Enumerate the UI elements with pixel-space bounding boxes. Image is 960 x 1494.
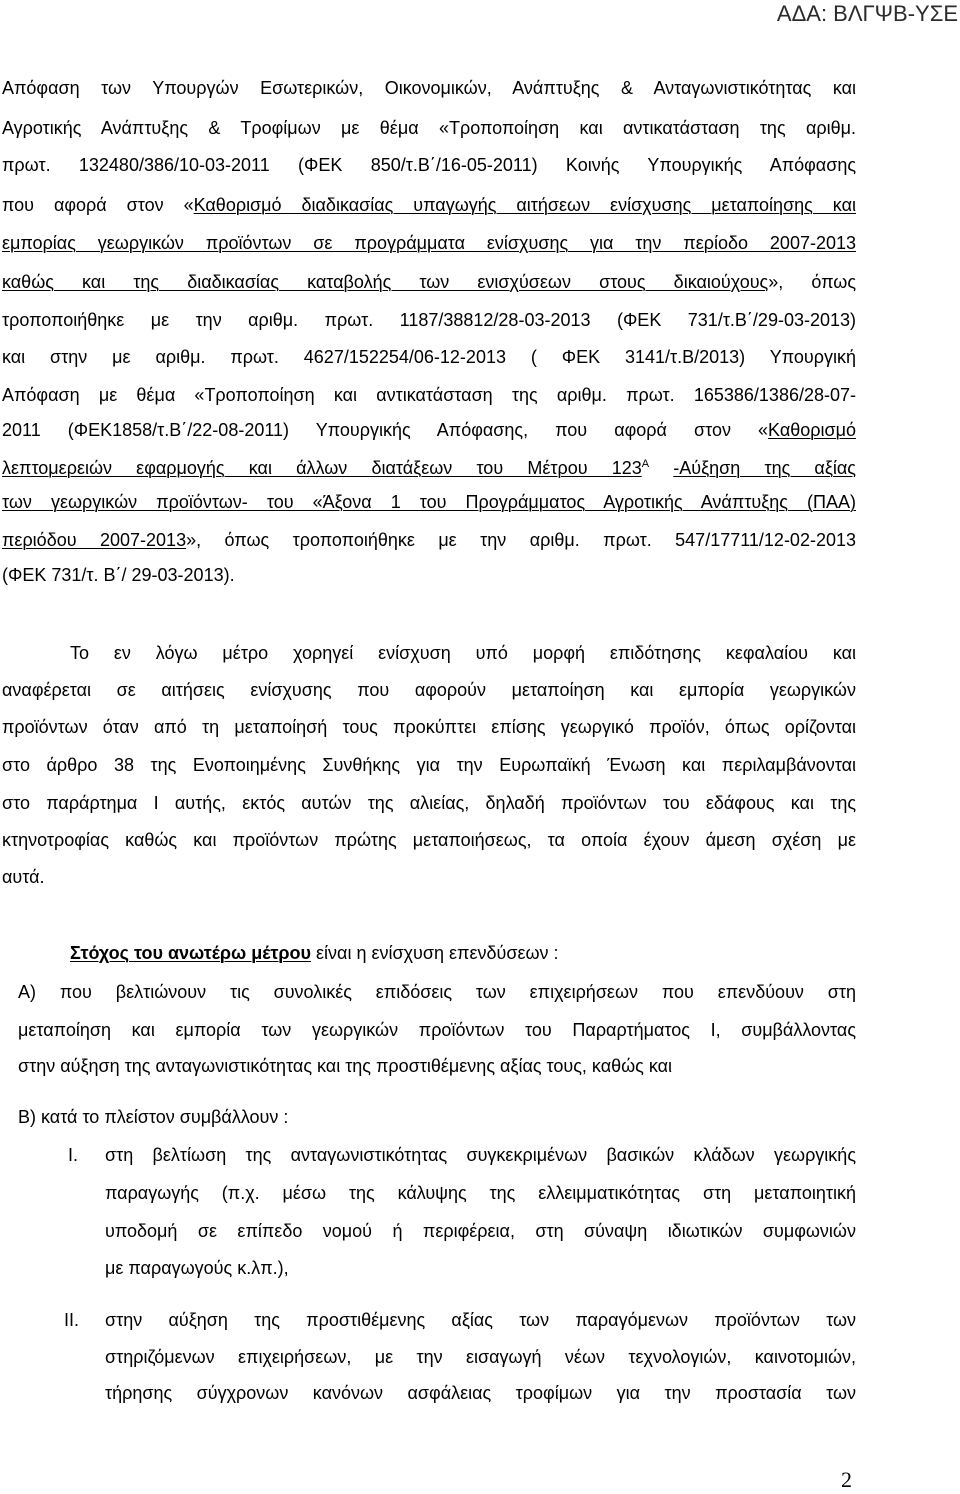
text-line (2, 528, 856, 552)
page-number: 2 (841, 1467, 852, 1492)
text-segment: 2011 (ΦΕΚ1858/τ.Β΄/22-08-2011) Υπουργικής Απόφασης, που αφορά στον « (2, 420, 769, 440)
text-line: στο παράρτημα I αυτής, εκτός αυτών της αλιείας, δηλαδή προϊόντων του εδάφους και της (2, 793, 856, 813)
text-line: κτηνοτροφίας καθώς και προϊόντων πρώτης μεταποιήσεως, τα οποία έχουν άμεση σχέση με (2, 830, 856, 850)
text-segment: είναι η ενίσχυση επενδύσεων : (316, 943, 559, 963)
text-line (2, 231, 856, 255)
underlined-text: λεπτομερειών εφαρμογής και άλλων διατάξεων του Μέτρου 123 (2, 458, 642, 478)
underlined-text: -Αύξηση της αξίας (673, 458, 856, 478)
text-line: μεταποίηση και εμπορία των γεωργικών προϊόντων του Παραρτήματος I, συμβάλλοντας (18, 1020, 856, 1040)
superscript: Α (641, 458, 650, 470)
text-line: Α) που βελτιώνουν τις συνολικές επιδόσεις των επιχειρήσεων που επενδύουν στη (18, 982, 856, 1002)
list-marker: I. (68, 1145, 79, 1165)
text-segment: », όπως (768, 272, 856, 292)
text-line (2, 270, 856, 294)
text-line: Απόφαση με θέμα «Τροποποίηση και αντικατάσταση της αριθμ. πρωτ. 165386/1386/28-07- (2, 385, 856, 405)
text-line: στην αύξηση της προστιθέμενης αξίας των παραγόμενων προϊόντων των (105, 1310, 856, 1330)
text-segment: που αφορά στον « (2, 195, 194, 215)
text-line: στη βελτίωση της ανταγωνιστικότητας συγκεκριμένων βασικών κλάδων γεωργικής (105, 1145, 856, 1165)
text-line: Απόφαση των Υπουργών Εσωτερικών, Οικονομικών, Ανάπτυξης & Ανταγωνιστικότητας και (2, 78, 856, 98)
text-line: Β) κατά το πλείστον συμβάλλουν : (18, 1107, 289, 1127)
text-line: υποδομή σε επίπεδο νομού ή περιφέρεια, στη σύναψη ιδιωτικών συμφωνιών (105, 1221, 856, 1241)
text-line: αυτά. (2, 867, 45, 887)
underlined-text: Καθορισμό διαδικασίας υπαγωγής αιτήσεων ενίσχυσης μεταποίησης και (193, 195, 856, 215)
underlined-text: Καθορισμό (768, 420, 856, 440)
text-line: τροποποιήθηκε με την αριθμ. πρωτ. 1187/38812/28-03-2013 (ΦΕΚ 731/τ.Β΄/29-03-2013) (2, 310, 856, 330)
text-line: Αγροτικής Ανάπτυξης & Τροφίμων με θέμα «Τροποποίηση και αντικατάσταση της αριθμ. (2, 118, 856, 138)
text-line (2, 193, 856, 217)
text-line: στο άρθρο 38 της Ενοποιημένης Συνθήκης για την Ευρωπαϊκή Ένωση και περιλαμβάνονται (2, 755, 856, 775)
text-segment: », όπως τροποποιήθηκε με την αριθμ. πρωτ. 547/17711/12-02-2013 (186, 530, 856, 550)
underlined-text: καθώς και της διαδικασίας καταβολής των ενισχύσεων στους δικαιούχους (2, 272, 769, 292)
underlined-text: εμπορίας γεωργικών προϊόντων σε προγράμματα ενίσχυσης για την περίοδο 2007-2013 (2, 233, 856, 253)
text-line (2, 418, 856, 442)
objective-heading-line (70, 941, 856, 965)
text-line (2, 456, 856, 480)
text-line: (ΦΕΚ 731/τ. Β΄/ 29-03-2013). (2, 565, 235, 585)
text-line: παραγωγής (π.χ. μέσω της κάλυψης της ελλειμματικότητας στη μεταποιητική (105, 1183, 856, 1203)
text-line: και στην με αριθμ. πρωτ. 4627/152254/06-12-2013 ( ΦΕΚ 3141/τ.Β/2013) Υπουργική (2, 347, 856, 367)
list-marker: II. (64, 1310, 80, 1330)
text-line: τήρησης σύγχρονων κανόνων ασφάλειας τροφίμων για την προστασία των (105, 1383, 856, 1403)
text-line: με παραγωγούς κ.λπ.), (105, 1258, 289, 1278)
underlined-text: περιόδου 2007-2013 (2, 530, 187, 550)
text-line: προϊόντων όταν από τη μεταποίησή τους προκύπτει επίσης γεωργικό προϊόν, όπως ορίζονται (2, 717, 856, 737)
underlined-text: των γεωργικών προϊόντων- του «Άξονα 1 του Προγράμματος Αγροτικής Ανάπτυξης (ΠΑΑ) (2, 492, 856, 512)
text-line: στηριζόμενων επιχειρήσεων, με την εισαγωγή νέων τεχνολογιών, καινοτομιών, (105, 1347, 856, 1367)
text-line: πρωτ. 132480/386/10-03-2011 (ΦΕΚ 850/τ.Β΄/16-05-2011) Κοινής Υπουργικής Απόφασης (2, 155, 856, 175)
text-line: Το εν λόγω μέτρο χορηγεί ενίσχυση υπό μορφή επιδότησης κεφαλαίου και (70, 643, 856, 663)
text-line (2, 490, 856, 514)
ada-code-header: ΑΔΑ: ΒΛΓΨΒ-ΥΣΕ (776, 1, 958, 26)
bold-heading: Στόχος του ανωτέρω μέτρου (70, 943, 311, 963)
text-line: αναφέρεται σε αιτήσεις ενίσχυσης που αφορούν μεταποίηση και εμπορία γεωργικών (2, 680, 856, 700)
text-line: στην αύξηση της ανταγωνιστικότητας και της προστιθέμενης αξίας τους, καθώς και (18, 1056, 673, 1076)
